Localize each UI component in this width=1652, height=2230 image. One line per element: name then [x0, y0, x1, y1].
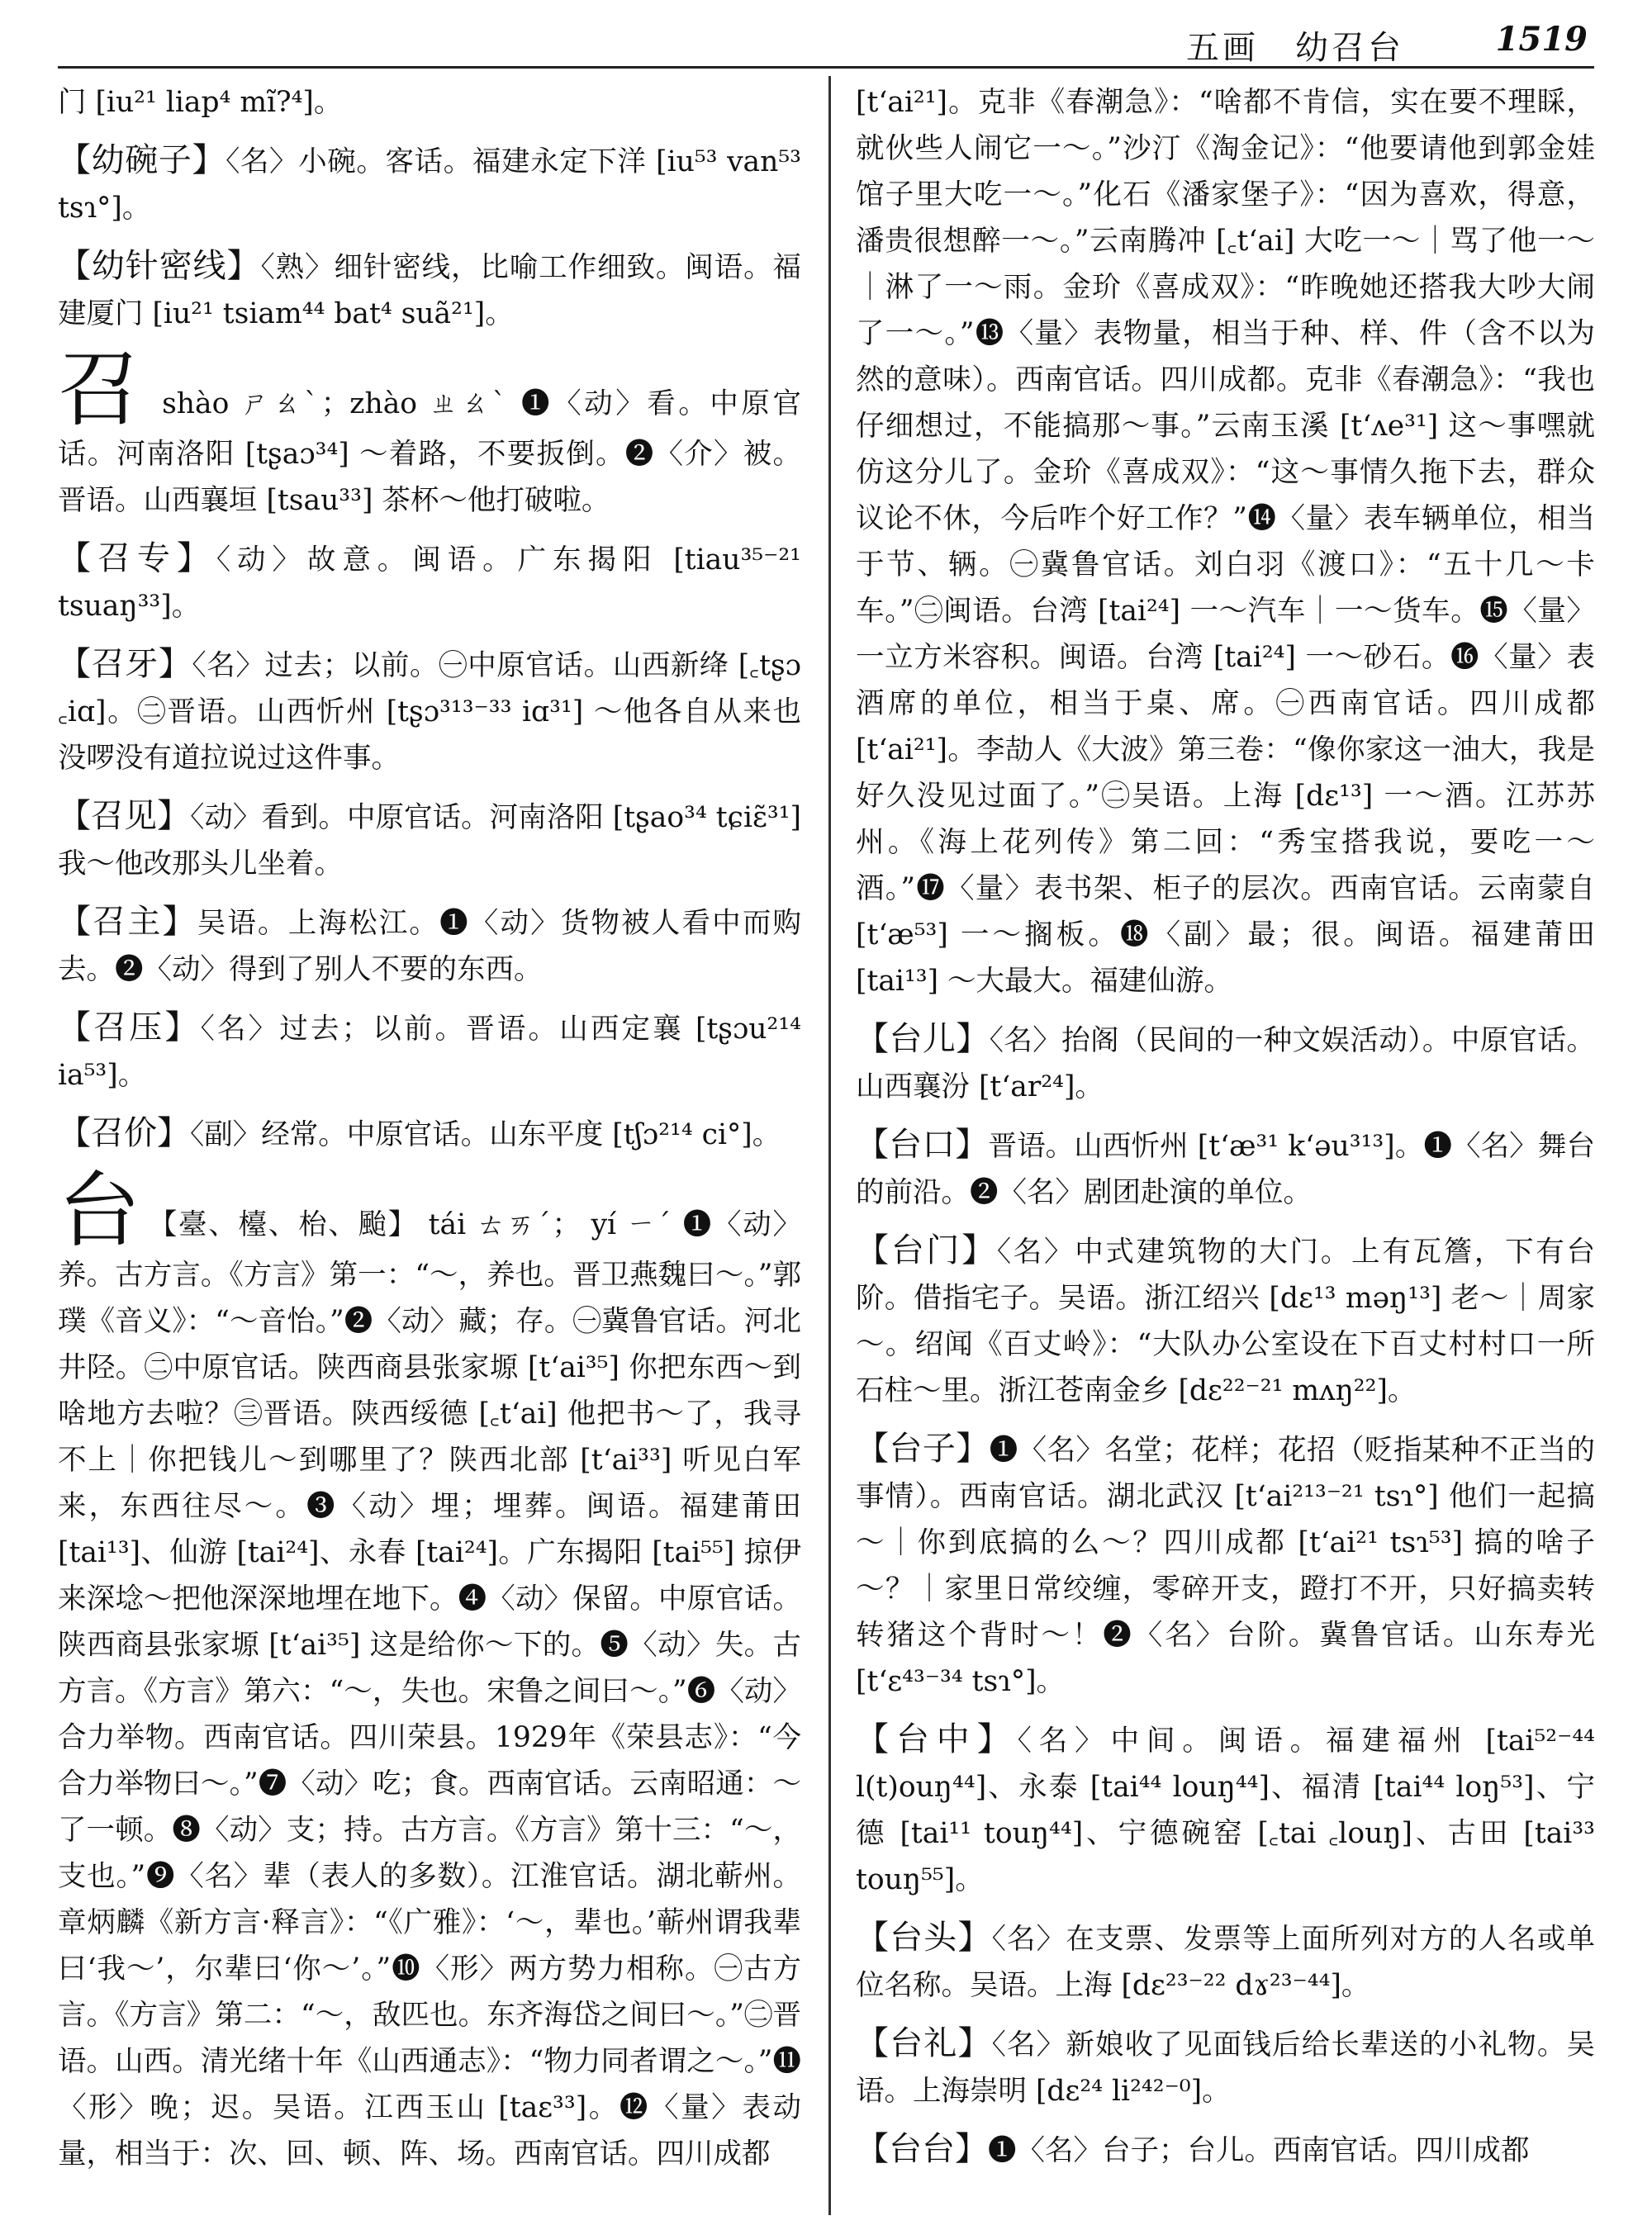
entry-definition: 〈名〉中间。闽语。福建福州 [tai⁵²⁻⁴⁴ l(t)ouŋ⁴⁴]、永泰 [tai⁴⁴ louŋ⁴⁴]、福清 [tai⁴⁴ loŋ⁵³]、宁德 [tai¹¹ touŋ⁴⁴]、宁德碗窑 [꜀tai ꜀louŋ]、古田 [tai³³ touŋ⁵⁵]。: [856, 1725, 1595, 1896]
entry-headword: 【幼碗子】: [58, 141, 226, 179]
entry-definition: 〈名〉中式建筑物的大门。上有瓦簷，下有台阶。借指宅子。吴语。浙江绍兴 [dɛ¹³ məŋ¹³] 老～｜周家～。绍闻《百丈岭》：“大队办公室设在下百丈村村口一所石柱～里。浙江苍南金乡 [dɛ²²⁻²¹ mʌŋ²²]。: [856, 1236, 1595, 1407]
character-entry: [58, 1162, 801, 2177]
dictionary-entry: [856, 1716, 1595, 1903]
dictionary-entry: [856, 1426, 1595, 1705]
entry-definition: 〈动〉看到。中原官话。河南洛阳 [tʂao³⁴ tɕiɛ̃³¹] 我～他改那头儿坐着。: [58, 801, 801, 880]
entry-definition: 晋语。山西忻州 [tʻæ³¹ kʻəu³¹³]。❶〈名〉舞台的前沿。❷〈名〉剧团赴演的单位。: [856, 1130, 1595, 1209]
entry-definition: 〈名〉在支票、发票等上面所列对方的人名或单位名称。吴语。上海 [dɛ²³⁻²² dɤ²³⁻⁴⁴]。: [856, 1923, 1595, 2002]
entry-headword: 【台门】: [856, 1231, 997, 1269]
entry-headword: 【召价】: [58, 1114, 190, 1152]
dictionary-entry: [58, 243, 801, 337]
dictionary-entry: [58, 137, 801, 231]
continued-text: 门 [iu²¹ liap⁴ mĩ?⁴]。: [58, 86, 343, 119]
character-entry: [58, 341, 801, 524]
entry-headword: 【台礼】: [856, 2024, 992, 2062]
entry-headword: 【召见】: [58, 797, 191, 835]
right-column: [856, 79, 1595, 2185]
entry-definition: 〈熟〉细针密线，比喻工作细致。闽语。福建厦门 [iu²¹ tsiam⁴⁴ bat⁴ suã²¹]。: [58, 251, 801, 330]
column-divider: [828, 76, 831, 2215]
dictionary-entry: [58, 899, 801, 993]
entry-definition: 〈名〉小碗。客话。福建永定下洋 [iu⁵³ van⁵³ tsɿ°]。: [58, 145, 802, 225]
entry-headword: 【台台】: [856, 2130, 988, 2168]
entry-headword: 【幼针密线】: [58, 247, 261, 285]
dictionary-entry: [58, 793, 801, 887]
entry-headword: 【台中】: [856, 1720, 1018, 1758]
dictionary-entry: [58, 1004, 801, 1098]
entry-headword: 【召主】: [58, 903, 197, 941]
entry-definition: 【臺、檯、枱、颱】 tái ㄊㄞˊ； yí ㄧˊ ❶〈动〉养。古方言。《方言》第一：“～，养也。晋卫燕魏曰～。”郭璞《音义》：“～音怡。”❷〈动〉藏；存。㊀冀鲁官话。河北井陉。㊁中原官话。陕西商县张家塬 [tʻai³⁵] 你把东西～到啥地方去啦？㊂晋语。陕西绥德 [꜀tʻai] 他把书～了，我寻不上｜你把钱儿～到哪里了？陕西北部 [tʻai³³] 听见白军来，东西往尽～。❸〈动〉埋；埋葬。闽语。福建莆田 [tai¹³]、仙游 [tai²⁴]、永春 [tai²⁴]。广东揭阳 [tai⁵⁵] 掠伊来深埝～把他深深地埋在地下。❹〈动〉保留。中原官话。陕西商县张家塬 [tʻai³⁵] 这是给你～下的。❺〈动〉失。古方言。《方言》第六：“～，失也。宋鲁之间曰～。”❻〈动〉合力举物。西南官话。四川荣县。1929年《荣县志》：“今合力举物曰～。”❼〈动〉吃；食。西南官话。云南昭通：～了一顿。❽〈动〉支；持。古方言。《方言》第十三：“～，支也。”❾〈名〉辈（表人的多数）。江淮官话。湖北蕲州。章炳麟《新方言·释言》：“《广雅》：‘～，辈也。’蕲州谓我辈曰‘我～’，尔辈曰‘你～’。”❿〈形〉两方势力相称。㊀古方言。《方言》第二：“～，敌匹也。东齐海岱之间曰～。”㊁晋语。山西。清光绪十年《山西通志》：“物力同者谓之～。”⓫〈形〉晚；迟。吴语。江西玉山 [taɛ³³]。⓬〈量〉表动量，相当于：次、回、顿、阵、场。西南官话。四川成都: [58, 1208, 801, 2171]
entry-headword: 【召压】: [58, 1008, 201, 1046]
dictionary-entry: [856, 2126, 1595, 2174]
dictionary-entry: [856, 1016, 1595, 1110]
dictionary-entry: [856, 1122, 1595, 1216]
entry-headword: 【台子】: [856, 1430, 990, 1468]
page-number: 1519: [1495, 20, 1588, 59]
character-headword: 台: [58, 1162, 142, 1259]
entry-headword: 【台口】: [856, 1126, 989, 1164]
dictionary-entry: [856, 1914, 1595, 2009]
dictionary-entry: [856, 1227, 1595, 1414]
entry-headword: 【台儿】: [856, 1020, 990, 1058]
entry-definition: 〈名〉抬阁（民间的一种文娱活动）。中原官话。山西襄汾 [tʻar²⁴]。: [856, 1024, 1596, 1103]
entry-headword: 【召牙】: [58, 645, 192, 683]
entry-definition: 〈名〉新娘收了见面钱后给长辈送的小礼物。吴语。上海崇明 [dɛ²⁴ li²⁴²⁻⁰]。: [856, 2028, 1595, 2108]
entry-definition: shào ㄕㄠˋ；zhào ㄓㄠˋ ❶〈动〉看。中原官话。河南洛阳 [tʂaɔ³⁴] ～着路，不要扳倒。❷〈介〉被。晋语。山西襄垣 [tsau³³] 茶杯～他打破啦。: [58, 387, 801, 517]
page-header: [58, 15, 1594, 69]
left-column: [58, 79, 801, 2189]
entry-definition: 〈动〉故意。闽语。广东揭阳 [tiau³⁵⁻²¹ tsuaŋ³³]。: [58, 543, 801, 623]
dictionary-entry: [58, 1110, 801, 1158]
continued-text: [tʻai²¹]。克非《春潮急》：“啥都不肯信，实在要不理睬，就伙些人闹它一～。”沙汀《淘金记》：“他要请他到郭金娃馆子里大吃一～。”化石《潘家堡子》：“因为喜欢，得意，潘贵很想醉一～。”云南腾冲 [꜀tʻai] 大吃一～｜骂了他一～｜淋了一～雨。金玠《喜成双》：“昨晚她还搭我大吵大闹了一～。”⓭〈量〉表物量，相当于种、样、件（含不以为然的意味）。西南官话。四川成都。克非《春潮急》：“我也仔细想过，不能搞那～事。”云南玉溪 [tʻʌe³¹] 这～事嘿就仿这分儿了。金玠《喜成双》：“这～事情久拖下去，群众议论不休，今后咋个好工作？”⓮〈量〉表车辆单位，相当于节、辆。㊀冀鲁官话。刘白羽《渡口》：“五十几～卡车。”㊁闽语。台湾 [tai²⁴] 一～汽车｜一～货车。⓯〈量〉一立方米容积。闽语。台湾 [tai²⁴] 一～砂石。⓰〈量〉表酒席的单位，相当于桌、席。㊀西南官话。四川成都 [tʻai²¹]。李劼人《大波》第三卷：“像你家这一油大，我是好久没见过面了。”㊁吴语。上海 [dɛ¹³] 一～酒。江苏苏州。《海上花列传》第二回：“秀宝搭我说，要吃一～酒。”⓱〈量〉表书架、柜子的层次。西南官话。云南蒙自 [tʻæ⁵³] 一～搁板。⓲〈副〉最；很。闽语。福建莆田 [tai¹³] ～大最大。福建仙游。: [856, 86, 1595, 998]
character-headword: 召: [58, 341, 144, 438]
dictionary-entry: [58, 535, 801, 629]
entry-definition: ❶〈名〉名堂；花样；花招（贬指某种不正当的事情）。西南官话。湖北武汉 [tʻai²¹³⁻²¹ tsɿ°] 他们一起搞～｜你到底搞的么～？四川成都 [tʻai²¹ tsɿ⁵³] 搞的啥子～？｜家里日常绞缠，零碎开支，蹬打不开，只好搞卖转转猪这个背时～！❷〈名〉台阶。冀鲁官话。山东寿光 [tʻɛ⁴³⁻³⁴ tsɿ°]。: [856, 1434, 1595, 1698]
entry-headword: 【召专】: [58, 539, 216, 577]
dictionary-entry: [58, 641, 801, 781]
entry-definition: ❶〈名〉台子；台儿。西南官话。四川成都: [988, 2134, 1530, 2167]
entry-definition: 〈副〉经常。中原官话。山东平度 [tʃɔ²¹⁴ ci°]。: [190, 1118, 781, 1151]
entry-definition: 〈名〉过去；以前。㊀中原官话。山西新绛 [꜀tʂɔ ꜀iɑ]。㊁晋语。山西忻州 [tʂɔ³¹³⁻³³ iɑ³¹] ～他各自从来也没啰没有道拉说过这件事。: [58, 649, 801, 775]
entry-headword: 【台头】: [856, 1919, 992, 1957]
running-head: 五画 幼召台: [1186, 29, 1404, 67]
entry-definition: 吴语。上海松江。❶〈动〉货物被人看中而购去。❷〈动〉得到了别人不要的东西。: [58, 907, 802, 986]
entry-definition: 〈名〉过去；以前。晋语。山西定襄 [tʂɔu²¹⁴ ia⁵³]。: [58, 1013, 802, 1092]
dictionary-entry: [856, 2020, 1595, 2114]
